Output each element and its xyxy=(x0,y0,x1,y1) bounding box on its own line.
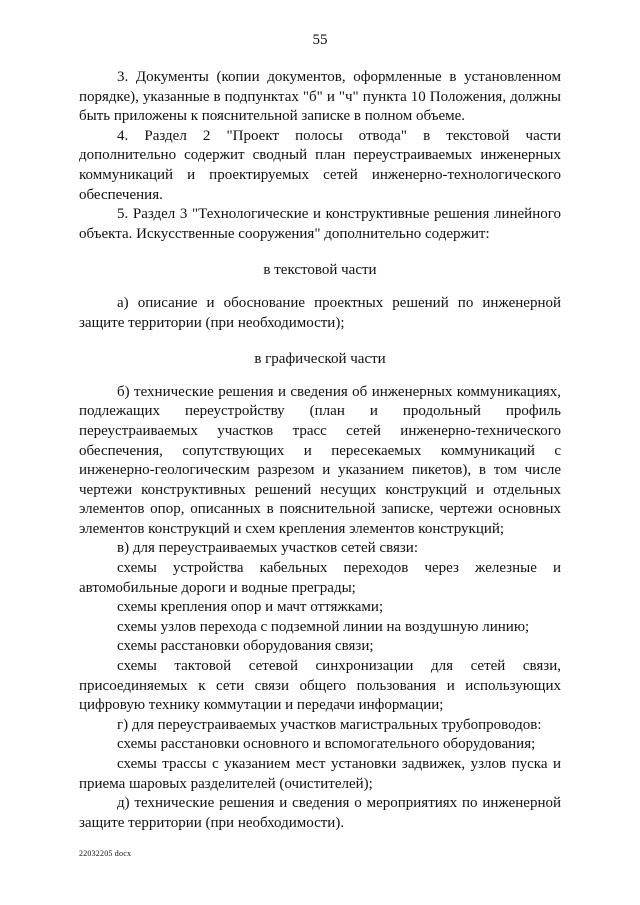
list-item-v: в) для переустраиваемых участков сетей связи: xyxy=(117,540,418,557)
list-item-v-3: схемы узлов перехода с подземной линии на воздушную линию; xyxy=(117,618,530,635)
list-item-g-1: схемы расстановки основного и вспомогательного оборудования; xyxy=(117,736,536,753)
list-item-g-2: схемы трассы с указанием мест установки задвижек, узлов пуска и приема шаровых разделителей (очистителей); xyxy=(79,756,561,792)
list-item-v-1: схемы устройства кабельных переходов через железные и автомобильные дороги и водные преграды; xyxy=(79,560,561,596)
section-label-graphic: в графической части xyxy=(254,351,386,368)
page-number: 55 xyxy=(312,32,328,48)
list-item-b: б) технические решения и сведения об инженерных коммуникациях, подлежащих переустройству (план и продольный профиль переустраиваемых участков трасс сетей инженерно-технического обеспечения, сопутствующих и пересекаемых коммуникаций с инженерно-геологическим разрезом и указанием пикетов), в том числе чертежи конструктивных решений несущих конструкций и отдельных элементов опор, описанных в пояснительной записке, чертежи основных элементов конструкций и схем крепления элементов конструкций; xyxy=(79,383,561,537)
footer-file-code: 22032205 docx xyxy=(79,849,132,858)
paragraph-5: 5. Раздел 3 "Технологические и конструктивные решения линейного объекта. Искусственные сооружения" дополнительно содержит: xyxy=(79,206,561,242)
paragraph-4: 4. Раздел 2 "Проект полосы отвода" в текстовой части дополнительно содержит сводный план переустраиваемых инженерных коммуникаций и проектируемых сетей инженерно-технологического обеспечения. xyxy=(79,127,561,203)
list-item-g: г) для переустраиваемых участков магистральных трубопроводов: xyxy=(117,716,542,733)
section-label-textual: в текстовой части xyxy=(263,262,377,279)
list-item-v-5: схемы тактовой сетевой синхронизации для сетей связи, присоединяемых к сети связи общего пользования и использующих цифровую технику коммутации и передачи информации; xyxy=(79,658,561,714)
document-body xyxy=(79,68,561,833)
list-item-d: д) технические решения и сведения о мероприятиях по инженерной защите территории (при необходимости). xyxy=(79,795,561,831)
list-item-a: а) описание и обоснование проектных решений по инженерной защите территории (при необходимости); xyxy=(79,294,561,331)
list-item-v-4: схемы расстановки оборудования связи; xyxy=(117,638,374,655)
list-item-v-2: схемы крепления опор и мачт оттяжками; xyxy=(117,599,384,616)
paragraph-3: 3. Документы (копии документов, оформленные в установленном порядке), указанные в подпунктах "б" и "ч" пункта 10 Положения, должны быть приложены к пояснительной записке в полном объеме. xyxy=(79,69,561,125)
